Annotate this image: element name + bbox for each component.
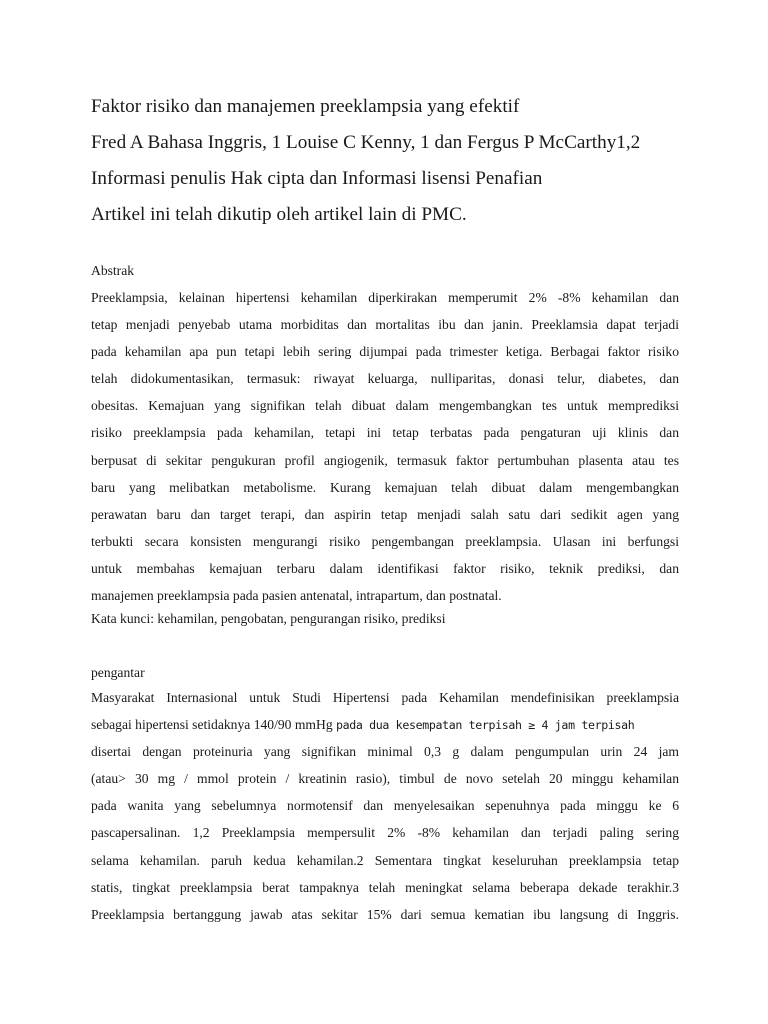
abstract-line: untuk membahas kemajuan terbaru dalam identifikasi faktor risiko, teknik prediksi, dan [91,560,679,576]
abstract-body [91,284,679,609]
author-info-line: Informasi penulis Hak cipta dan Informasi lisensi Penafian [91,168,543,189]
abstract-line: manajemen preeklampsia pada pasien antenatal, intrapartum, dan postnatal. [91,588,502,604]
abstract-line: tetap menjadi penyebab utama morbiditas dan mortalitas ibu dan janin. Preeklamsia dapat terjadi [91,317,679,333]
introduction-line-segment: sebagai hipertensi setidaknya 140/90 mmHg [91,717,337,733]
abstract-line: terbukti secara konsisten mengurangi risiko pengembangan preeklampsia. Ulasan ini berfungsi [91,533,679,549]
abstract-line: obesitas. Kemajuan yang signifikan telah dibuat dalam mengembangkan tes untuk memprediksi [91,398,679,414]
introduction-line-mixed [91,711,679,738]
introduction-line: Masyarakat Internasional untuk Studi Hipertensi pada Kehamilan mendefinisikan preeklampsia [91,690,679,705]
abstract-line: berpusat di sekitar pengukuran profil angiogenik, termasuk faktor pertumbuhan plasenta atau tes [91,452,679,468]
abstract-line: Preeklampsia, kelainan hipertensi kehamilan diperkirakan memperumit 2% -8% kehamilan dan [91,290,679,305]
abstract-line: risiko preeklampsia pada kehamilan, tetapi ini tetap terbatas pada pengaturan uji klinis dan [91,425,679,441]
introduction-line: pada wanita yang sebelumnya normotensif dan menyelesaikan sepenuhnya pada minggu ke 6 [91,798,679,814]
introduction-line: Preeklampsia bertanggung jawab atas sekitar 15% dari semua kematian ibu langsung di Inggris. [91,906,679,922]
abstract-line: baru yang melibatkan metabolisme. Kurang kemajuan telah dibuat dalam mengembangkan [91,479,679,495]
citation-note: Artikel ini telah dikutip oleh artikel lain di PMC. [91,204,467,225]
introduction-line: statis, tingkat preeklampsia berat tampaknya telah meningkat selama beberapa dekade terakhir.3 [91,879,679,895]
author-list: Fred A Bahasa Inggris, 1 Louise C Kenny, 1 dan Fergus P McCarthy1,2 [91,132,641,153]
abstract-line: pada kehamilan apa pun tetapi lebih sering dijumpai pada trimester ketiga. Berbagai faktor risiko [91,344,679,360]
abstract-heading: Abstrak [91,263,135,278]
introduction-line: disertai dengan proteinuria yang signifikan minimal 0,3 g dalam pengumpulan urin 24 jam [91,744,679,760]
article-title: Faktor risiko dan manajemen preeklampsia yang efektif [91,96,520,117]
introduction-line: pascapersalinan. 1,2 Preeklampsia mempersulit 2% -8% kehamilan dan terjadi paling sering [91,825,679,841]
introduction-line: (atau> 30 mg / mmol protein / kreatinin rasio), timbul de novo setelah 20 minggu kehamilan [91,771,679,787]
introduction-line-monospace-segment: pada dua kesempatan terpisah ≥ 4 jam terpisah [336,718,635,733]
introduction-line: selama kehamilan. paruh kedua kehamilan.2 Sementara tingkat keseluruhan preeklampsia tetap [91,852,679,868]
abstract-line: perawatan baru dan target terapi, dan aspirin tetap menjadi salah satu dari sedikit agen yang [91,506,679,522]
introduction-heading: pengantar [91,665,145,680]
abstract-line: telah didokumentasikan, termasuk: riwayat keluarga, nulliparitas, donasi telur, diabetes, dan [91,371,679,387]
introduction-body [91,684,679,928]
keywords-line: Kata kunci: kehamilan, pengobatan, pengurangan risiko, prediksi [91,611,446,626]
